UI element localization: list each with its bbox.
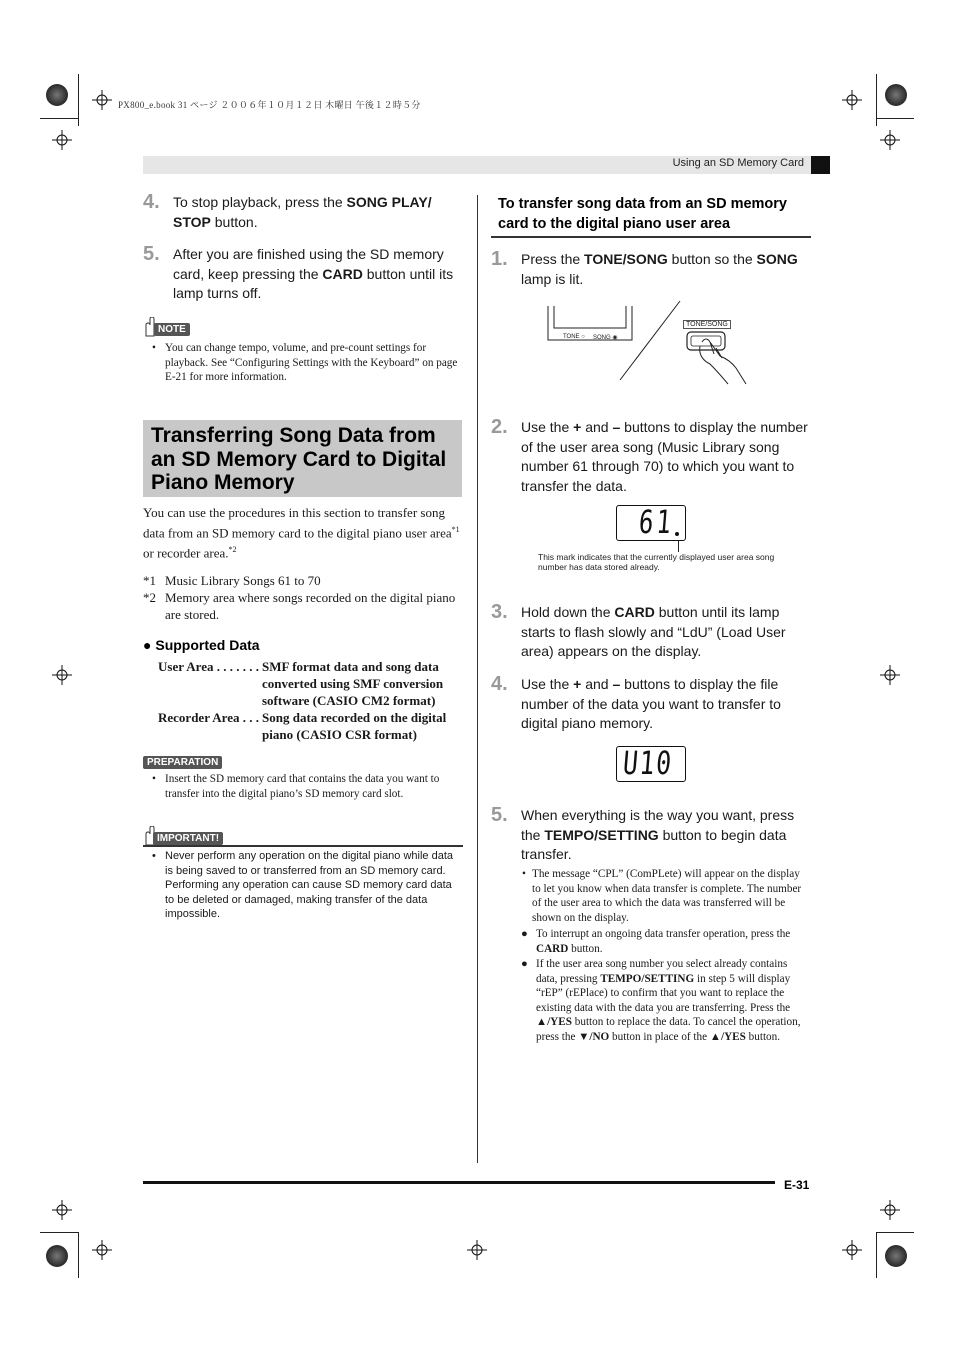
step-number: 5. — [143, 243, 160, 265]
step-number: 2. — [491, 416, 508, 438]
trim-mark — [40, 118, 78, 119]
trim-mark — [40, 1232, 78, 1233]
procedure-subheading: To transfer song data from an SD memory card to the digital piano user area — [498, 196, 787, 232]
preparation-bullet: • — [152, 773, 156, 785]
step-text: Use the + and – buttons to display the number of the user area song (Music Library song number 61 through 70) to which you want to transfer the data. — [521, 419, 808, 494]
crosshair-icon — [880, 130, 900, 150]
crosshair-icon — [52, 130, 72, 150]
step-text: After you are finished using the SD memory card, keep pressing the CARD button until its lamp turns off. — [173, 246, 454, 301]
trim-mark — [876, 118, 914, 119]
step5-bullet-interrupt: To interrupt an ongoing data transfer operation, press the CARD button. — [536, 928, 791, 955]
footer-rule — [143, 1181, 775, 1184]
tone-song-button-label: TONE/SONG — [683, 320, 731, 329]
note-text: You can change tempo, volume, and pre-count settings for playback. See “Configuring Settings with the Keyboard” on page E-21 for more information. — [165, 342, 458, 383]
trim-mark — [78, 74, 79, 126]
step5-note: The message “CPL” (ComPLete) will appear on the display to let you know when data transfer is complete. The number of the user area to which the data was transferred will be shown on the display. — [532, 868, 802, 924]
recorder-area-text: Song data recorded on the digital piano (CASIO CSR format) — [262, 710, 447, 742]
important-rule — [143, 845, 463, 847]
crosshair-icon — [842, 90, 862, 110]
step-text: Use the + and – buttons to display the file number of the data you want to transfer to digital piano memory. — [521, 676, 781, 731]
footnote-mark: *1 — [143, 573, 156, 588]
intro-paragraph: You can use the procedures in this section to transfer song data from an SD memory card to the digital piano user area$^{*1}$ or recorder area.$^{*2}$ — [143, 505, 460, 561]
panel-tone-label: TONE ○ — [563, 334, 585, 340]
note-bullet: • — [152, 342, 156, 354]
preparation-label: PREPARATION — [143, 756, 222, 769]
crosshair-icon — [52, 1200, 72, 1220]
step5-bullet-replace: If the user area song number you select already contains data, pressing TEMPO/SETTING in step 5 will display “rEP” (rEPlace) to confirm that you want to replace the existing data with the data you are transferring. Press the ▲/YES button to replace the data. To cancel the operation, press the ▼/NO button in place of the ▲/YES button. — [536, 958, 801, 1043]
recorder-area-label: Recorder Area . . . — [158, 710, 259, 725]
note-bullet: • — [522, 868, 526, 880]
registration-ball-top-right — [885, 84, 907, 106]
preparation-text: Insert the SD memory card that contains the data you want to transfer into the digital piano’s SD memory card slot. — [165, 773, 440, 800]
print-header: PX800_e.book 31 ページ ２００６年１０月１２日 木曜日 午後１２時５分 — [118, 100, 421, 110]
note-label: NOTE — [154, 323, 190, 336]
step-number: 4. — [143, 191, 160, 213]
lcd-display — [616, 746, 686, 782]
step-text: When everything is the way you want, press the TEMPO/SETTING button to begin data transfer. — [521, 807, 795, 862]
page-number: E-31 — [784, 1178, 810, 1192]
bullet-circle-icon: ● — [521, 928, 528, 940]
bullet-circle-icon: ● — [521, 958, 528, 970]
user-area-label: User Area . . . . . . . — [158, 659, 259, 674]
crosshair-icon — [880, 1200, 900, 1220]
important-label: IMPORTANT! — [153, 832, 223, 845]
lcd-caption: This mark indicates that the currently displayed user area song number has data stored already. — [538, 552, 775, 572]
subheading-rule — [491, 236, 811, 238]
lcd-digits: 61 — [637, 503, 676, 541]
crosshair-icon — [467, 1240, 487, 1260]
lcd-display — [616, 505, 686, 541]
crosshair-icon — [52, 665, 72, 685]
lcd-caption-pointer — [678, 541, 679, 552]
step-number: 3. — [491, 601, 508, 623]
lcd-data-mark — [675, 532, 679, 536]
step-number: 1. — [491, 248, 508, 270]
trim-mark — [78, 1232, 79, 1278]
registration-ball-top-left — [46, 84, 68, 106]
registration-ball-bottom-right — [885, 1245, 907, 1267]
user-area-text: SMF format data and song data converted using SMF conversion software (CASIO CM2 format) — [262, 659, 444, 708]
panel-illustration — [540, 298, 770, 386]
step-number: 4. — [491, 673, 508, 695]
supported-data-heading: ● Supported Data — [143, 637, 260, 653]
important-bullet: • — [152, 850, 156, 862]
lcd-digits: U10 — [621, 744, 675, 782]
step-text: Hold down the CARD button until its lamp starts to flash slowly and “LdU” (Load User area) appears on the display. — [521, 604, 786, 659]
footnote-text: Memory area where songs recorded on the digital piano are stored. — [165, 590, 456, 622]
crosshair-icon — [880, 665, 900, 685]
section-title: Transferring Song Data from an SD Memory Card to Digital Piano Memory — [151, 424, 447, 494]
step-number: 5. — [491, 804, 508, 826]
running-header-title: Using an SD Memory Card — [672, 157, 804, 169]
crosshair-icon — [92, 1240, 112, 1260]
bullet-circle-icon: ● — [143, 637, 152, 653]
column-divider — [477, 195, 478, 1163]
step-text: To stop playback, press the SONG PLAY/ STOP button. — [173, 194, 432, 230]
important-text: Never perform any operation on the digital piano while data is being saved to or transferred from an SD memory card. Performing any operation can cause SD memory card data to be deleted or damaged, making transfer of the data impossible. — [165, 850, 454, 920]
crosshair-icon — [92, 90, 112, 110]
panel-song-label: SONG ◉ — [593, 335, 618, 341]
crosshair-icon — [842, 1240, 862, 1260]
trim-mark — [876, 1232, 914, 1233]
running-header-tab — [811, 156, 830, 174]
footnote-text: Music Library Songs 61 to 70 — [165, 573, 321, 588]
step-text: Press the TONE/SONG button so the SONG lamp is lit. — [521, 251, 798, 287]
registration-ball-bottom-left — [46, 1245, 68, 1267]
trim-mark — [876, 1232, 877, 1278]
footnote-mark: *2 — [143, 590, 156, 605]
